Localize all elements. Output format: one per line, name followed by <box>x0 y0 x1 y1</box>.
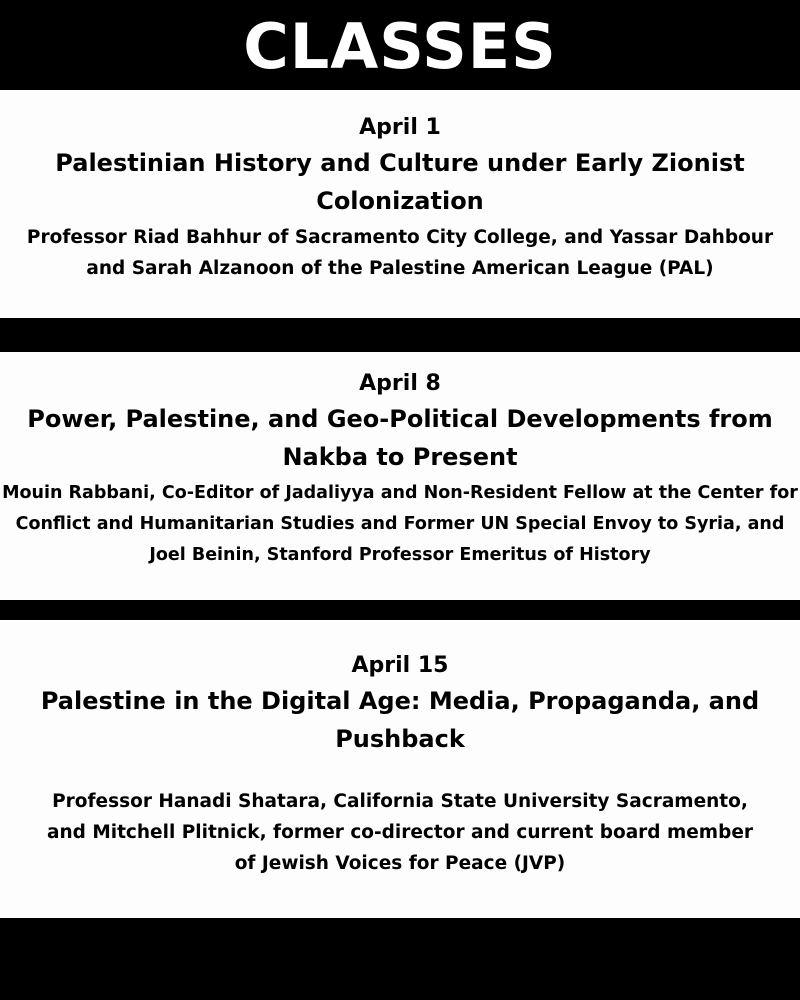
class-card-april-8 <box>0 352 800 600</box>
class-date: April 8 <box>359 371 441 396</box>
class-speakers: Mouin Rabbani, Co-Editor of Jadaliyya and Non-Resident Fellow at the Center for Conflict and Humanitarian Studies and Former UN Special Envoy to Syria, and Joel Beinin, Stanford Professor Emeritus of History <box>2 483 798 565</box>
class-card-april-1 <box>0 90 800 318</box>
class-date: April 1 <box>359 115 441 140</box>
class-date: April 15 <box>351 653 449 678</box>
header-bar <box>0 0 800 90</box>
page-title: CLASSES <box>243 10 557 83</box>
class-title: Power, Palestine, and Geo-Political Developments from Nakba to Present <box>27 405 773 471</box>
class-title: Palestine in the Digital Age: Media, Propaganda, and Pushback <box>40 687 760 753</box>
class-title: Palestinian History and Culture under Early Zionist Colonization <box>55 149 745 215</box>
class-card-april-15 <box>0 620 800 918</box>
class-speakers: Professor Riad Bahhur of Sacramento City College, and Yassar Dahbour and Sarah Alzanoon of the Palestine American League (PAL) <box>26 227 774 279</box>
class-speakers: Professor Hanadi Shatara, California State University Sacramento, and Mitchell Plitnick, former co-director and current board member of Jewish Voices for Peace (JVP) <box>46 791 754 874</box>
